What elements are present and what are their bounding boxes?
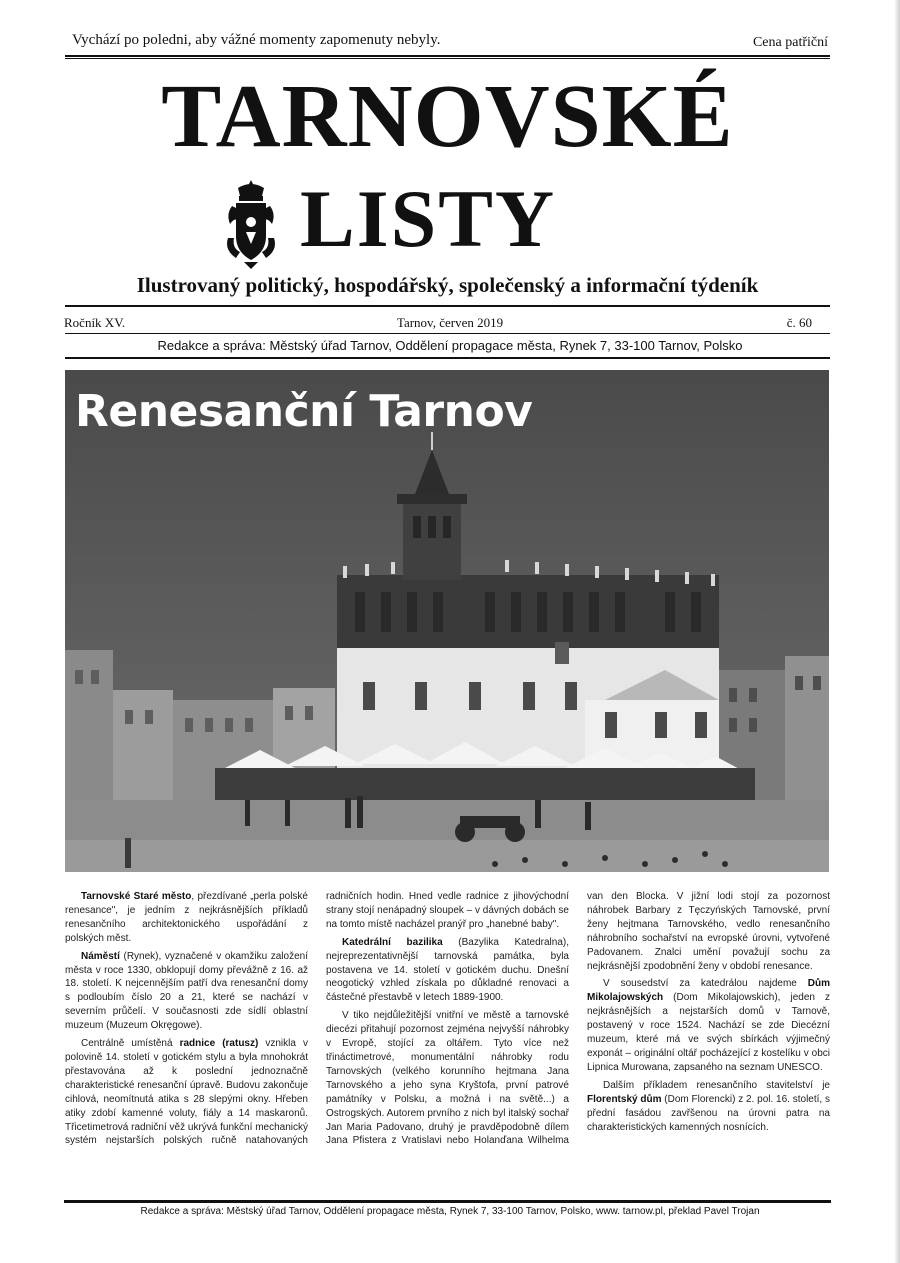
town-hall-illustration	[65, 370, 829, 872]
info-rule-mid	[65, 333, 830, 334]
footer-rule	[64, 1200, 831, 1203]
page-edge-shadow	[894, 0, 900, 1263]
masthead-motto: Vychází po poledni, aby vážné momenty zapomenuty nebyly.	[72, 32, 441, 48]
article-body	[65, 890, 830, 1180]
article-paragraph: Dalším příkladem renesančního stavitelství je Florentský dům (Dom Florencki) z 2. pol. 16. století, s přední fasádou zavřšenou na úrovni patra na charakteristických kamenných nosnících.	[587, 1079, 830, 1133]
masthead-rule-top	[65, 55, 830, 57]
volume-label: Ročník XV.	[64, 315, 126, 330]
article-paragraph: Katedrální bazilika (Bazylika Katedralna), nejreprezentativnější tarnovská památka, byla postavena ve 14. století v gotickém duchu. Dnešní neogotický vzhled získala po důkladné renovaci a částečné přestavbě v letech 1889-1900.	[326, 936, 569, 1004]
masthead-title-line2: LISTY	[300, 173, 557, 264]
article-paragraph: Centrálně umístěná radnice (ratusz) vznikla v polovině 14. století v gotickém stylu a byla mnohokrát přestavována až k poslední jednoznačně charakteristické renesanční úpravě. Budovu zakončuje cihlová, neomítnutá atika s 28 slepými okny. Hřeben atiky zdobí kamenné voluty, fiály a 14 maskaronů. Třicetimetrová radniční věž ukrývá funkční mechanický systém nejstarších polských ručně natahovaných radničních hodin. Hned vedle radnice z jihovýchodní strany stojí nenápadný sloupek – v dávných dobách se na tomto místě nacházel pranýř pro „hanebné baby".	[65, 891, 569, 1147]
place-date-label: Tarnov, červen 2019	[396, 315, 504, 330]
info-rule-bottom	[65, 357, 830, 359]
town-hall-photo	[65, 370, 829, 872]
info-rule-top	[65, 305, 830, 307]
editorial-address: Redakce a správa: Městský úřad Tarnov, Oddělení propagace města, Rynek 7, 33-100 Tarnov, Polsko	[157, 338, 743, 353]
article-paragraph: Náměstí (Rynek), vyznačené v okamžiku založení města v roce 1330, obklopují domy převážně z 16. až 18. století. K nejcennějším patří dva renesanční domy s podloubím číslo 20 a 21, které se nachází v severním průčelí. V současnosti zde sídlí oblastní muzeum (Muzeum Okręgowe).	[65, 950, 308, 1032]
footer-address: Redakce a správa: Městský úřad Tarnov, Oddělení propagace města, Rynek 7, 33-100 Tarnov, Polsko, www. tarnow.pl, překlad Pavel Trojan	[140, 1206, 760, 1217]
masthead-rule-top-thin	[65, 58, 830, 59]
coat-of-arms-icon	[222, 178, 280, 270]
masthead-price: Cena patřiční	[752, 35, 828, 50]
masthead-subtitle: Ilustrovaný politický, hospodářský, společenský a informační týdeník	[136, 273, 759, 297]
article-paragraph: Tarnovské Staré město, přezdívané „perla polské renesance", je jedním z nejkrásnějších příkladů renesančního architektonického uspořádání z polských měst.	[65, 891, 308, 944]
issue-number: č. 60	[786, 315, 812, 330]
masthead-title-line1: TARNOVSKÉ	[161, 67, 734, 166]
article-paragraph: V sousedství za katedrálou najdeme Dům Mikolajowských (Dom Mikolajowskich), jeden z nejkrásnějších a nejstarších domů v Tarnově, postavený v roce 1524. Nachází se zde Diecézní muzeum, které má ve svých sbírkách výjimečný exponát – originální oltář pocházející z kostelíku v obci Lipnica Murowana, zapsaného na seznam UNESCO.	[587, 978, 830, 1073]
article-paragraph: V tiko nejdůležitější vnitřní ve městě a tarnovské diecézi přitahují pozornost zejména nejvyšší náhrobky v Evropě, stojící za oltářem. Tyto více než třináctimetrové, monumentální náhrobky rodu Tarnovských (velkého korunního hejtmana Jana Tarnovského a jeho syna Kryštofa, první patrové památníky v Polsku, a možná i na světě...) a Ostrogských. Autorem prvního z nich byl italský sochař Jan Maria Padovano, druhý je pravděpodobně dílem Jana Pfistera z Vratislavi nebo Holanďana Wilhelma van den Blocka. V jižní lodi stojí za pozornost náhrobek Barbary z Tęczyńských Tarnovské, první ženy hejtmana Tarnovského, vedlo renesančního náhrobního sochařství na evropské úrovni, vytvořené Padovanem. Znalci umění považují sochu za nejkrásnější zpodobnění ženy v období renesance.	[326, 891, 830, 1147]
photo-headline: Renesanční Tarnov	[75, 386, 533, 437]
